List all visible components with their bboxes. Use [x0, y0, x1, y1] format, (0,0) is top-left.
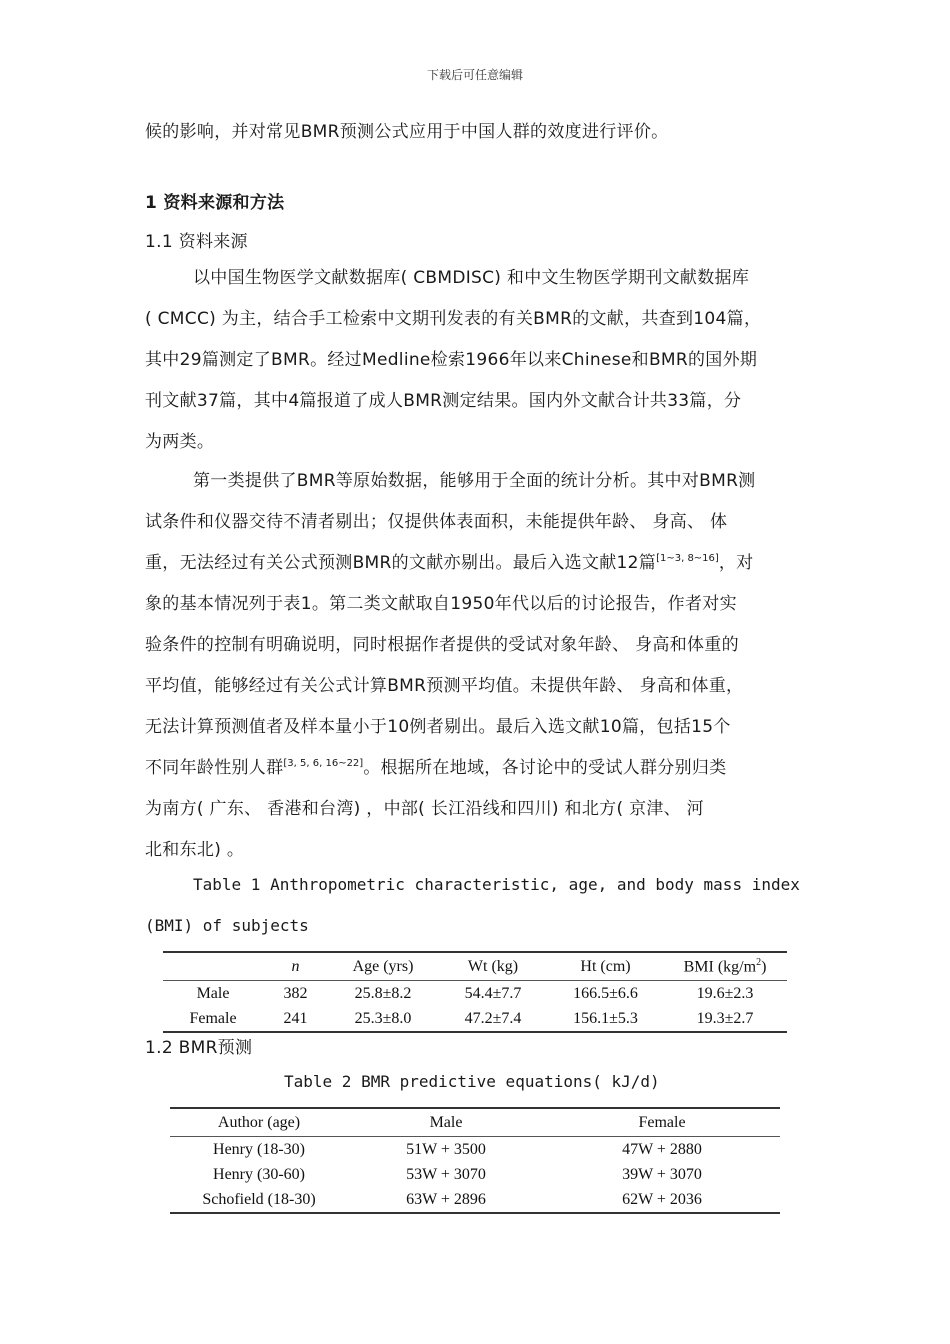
paragraph-2-line: 为南方( 广东、 香港和台湾) ，中部( 长江沿线和四川) 和北方( 京津、 河 [145, 799, 704, 819]
paragraph-1-line: ( CMCC) 为主，结合手工检索中文期刊发表的有关BMR的文献，共查到104篇， [145, 309, 762, 329]
table-row [163, 981, 787, 1007]
table-cell: 382 [283, 984, 308, 1002]
table-row [170, 1137, 780, 1163]
paragraph-1-line: 为两类。 [145, 432, 215, 452]
column-header: n [263, 952, 328, 981]
paragraph-2-line: 平均值，能够经过有关公式计算BMR预测平均值。未提供年龄、 身高和体重， [145, 676, 744, 696]
table-header-row [163, 952, 787, 981]
paragraph-1-line: 刊文献37篇，其中4篇报道了成人BMR测定结果。国内外文献合计共33篇，分 [145, 391, 742, 411]
paragraph-2-line: 不同年龄性别人群[3, 5, 6, 16~22]。根据所在地域，各讨论中的受试人群分别归类 [145, 758, 727, 778]
table-cell: 39W + 3070 [622, 1165, 702, 1183]
paragraph-1-line: 其中29篇测定了BMR。经过Medline检索1966年以来Chinese和BMR的国外期 [145, 350, 758, 370]
table-cell: 54.4±7.7 [464, 984, 522, 1002]
table-cell: 51W + 3500 [406, 1140, 486, 1158]
paragraph-2-line: 无法计算预测值者及样本量小于10例者剔出。最后入选文献10篇，包括15个 [145, 717, 731, 737]
table-2-caption: Table 2 BMR predictive equations( kJ/d) [284, 1072, 660, 1091]
citation: [3, 5, 6, 16~22] [283, 758, 364, 769]
table-cell: 19.3±2.7 [696, 1009, 754, 1027]
column-header: Female [544, 1108, 780, 1137]
paragraph-2-line: 试条件和仪器交待不清者剔出；仅提供体表面积，未能提供年龄、 身高、 体 [145, 512, 728, 532]
citation: [1~3, 8~16] [656, 553, 719, 564]
table-cell: 19.6±2.3 [696, 984, 754, 1002]
table-cell: 156.1±5.3 [573, 1009, 638, 1027]
column-header: Ht (cm) [548, 952, 663, 981]
table-1-caption: Table 1 Anthropometric characteristic, age, and body mass index [193, 875, 800, 894]
column-header: Male [348, 1108, 544, 1137]
table-cell: Schofield (18-30) [202, 1190, 316, 1208]
table-cell: Male [196, 984, 230, 1002]
table-cell: 47.2±7.4 [464, 1009, 522, 1027]
section-heading: 1 资料来源和方法 [145, 193, 285, 213]
column-header [163, 952, 263, 981]
table-1-caption-cont: (BMI) of subjects [145, 916, 309, 935]
intro-paragraph-end: 候的影响，并对常见BMR预测公式应用于中国人群的效度进行评价。 [145, 122, 669, 142]
column-header: Age (yrs) [328, 952, 438, 981]
table-row [170, 1187, 780, 1213]
subsection-heading: 1.1 资料来源 [145, 232, 248, 252]
paragraph-2-line: 重，无法经过有关公式预测BMR的文献亦剔出。最后入选文献12篇[1~3, 8~16]，对 [145, 553, 754, 573]
table-cell: Henry (18-30) [213, 1140, 305, 1158]
table-cell: 166.5±6.6 [573, 984, 638, 1002]
table-cell: 25.8±8.2 [354, 984, 412, 1002]
page-header: 下载后可任意编辑 [426, 68, 523, 82]
subsection-heading: 1.2 BMR预测 [145, 1038, 253, 1058]
column-header: Wt (kg) [438, 952, 548, 981]
table-cell: Henry (30-60) [213, 1165, 305, 1183]
table-cell: 63W + 2896 [406, 1190, 486, 1208]
paragraph-2-line: 验条件的控制有明确说明，同时根据作者提供的受试对象年龄、 身高和体重的 [145, 635, 739, 655]
table-header-row [170, 1108, 780, 1137]
column-header: Author (age) [170, 1108, 348, 1137]
table-cell: 25.3±8.0 [354, 1009, 412, 1027]
table-2 [170, 1107, 780, 1214]
paragraph-2-line: 第一类提供了BMR等原始数据，能够用于全面的统计分析。其中对BMR测 [193, 471, 756, 491]
paragraph-2-line: 北和东北) 。 [145, 840, 245, 860]
table-row [170, 1162, 780, 1187]
paragraph-2-line: 象的基本情况列于表1。第二类文献取自1950年代以后的讨论报告，作者对实 [145, 594, 737, 614]
table-cell: 53W + 3070 [406, 1165, 486, 1183]
table-cell: 241 [283, 1009, 308, 1027]
paragraph-1-line: 以中国生物医学文献数据库( CBMDISC) 和中文生物医学期刊文献数据库 [193, 268, 750, 288]
column-header: BMI $(kg/m^2)$ [663, 952, 787, 981]
table-cell: Female [189, 1009, 237, 1027]
table-cell: 47W + 2880 [622, 1140, 702, 1158]
table-1 [163, 951, 787, 1033]
table-row [163, 1006, 787, 1032]
table-cell: 62W + 2036 [622, 1190, 702, 1208]
